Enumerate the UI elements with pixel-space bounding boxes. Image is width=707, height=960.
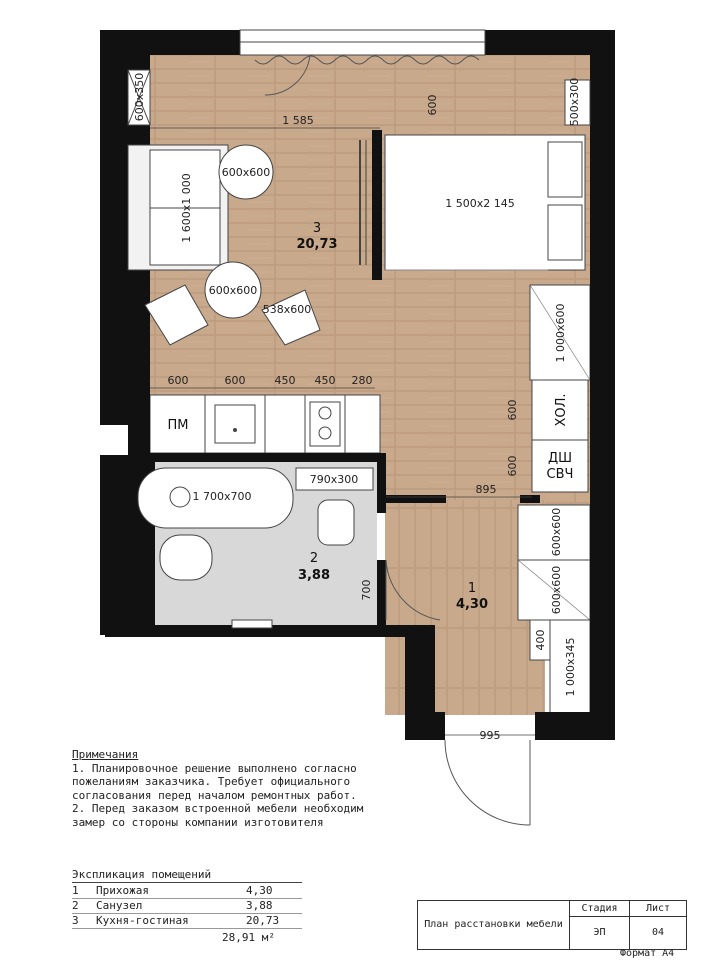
dim-k1: 600	[167, 374, 189, 387]
dim-wall-top: 1 585	[282, 114, 314, 127]
notes	[72, 748, 392, 829]
label-fridge: ХОЛ.	[554, 393, 569, 427]
row-area: 20,73	[246, 914, 280, 927]
dim-wardrobe-top: 500x300	[568, 77, 581, 127]
stamp-sheet-label: Лист	[630, 901, 686, 917]
stamp-title: План расстановки мебели	[418, 901, 570, 949]
dim-k5: 280	[351, 374, 373, 387]
dim-hall-cabinet-1: 600x600	[550, 507, 563, 557]
dim-table-top: 600x600	[221, 166, 271, 179]
notes-line: 2. Перед заказом встроенной мебели необходим	[72, 802, 364, 815]
notes-line: 1. Планировочное решение выполнено согласно	[72, 761, 357, 775]
row-area: 4,30	[246, 884, 273, 897]
dim-shaft: 600x350	[133, 72, 146, 122]
dim-bath-door: 700	[360, 579, 373, 601]
room-2-number: 2	[309, 551, 319, 566]
explication-title: Экспликация помещений	[72, 868, 302, 883]
row-number: 2	[72, 899, 79, 912]
title-block	[417, 900, 687, 950]
dim-hall-400: 400	[534, 629, 547, 651]
dim-k2: 600	[224, 374, 246, 387]
dw-mw-box	[532, 440, 588, 492]
room-3-number: 3	[312, 221, 322, 236]
dim-sofa: 1 600x1 000	[180, 173, 193, 243]
dim-bath: 1 700x700	[192, 490, 252, 503]
label-dishwasher: ДШ	[547, 451, 573, 466]
label-pm: ПМ	[167, 418, 189, 433]
row-name: Санузел	[96, 899, 143, 912]
dim-895: 895	[475, 483, 497, 496]
dim-chair: 538x600	[262, 303, 312, 316]
table-row	[72, 899, 302, 914]
dim-bed: 1 500x2 145	[445, 197, 515, 210]
table-row	[72, 884, 302, 899]
row-number: 3	[72, 914, 79, 927]
room-1-area: 4,30	[455, 597, 489, 612]
room-1-number: 1	[467, 581, 477, 596]
stamp-stage-label: Стадия	[570, 901, 630, 917]
stamp-stage: ЭП	[570, 917, 630, 949]
row-name: Прихожая	[96, 884, 149, 897]
table-row	[72, 914, 302, 929]
dim-window-depth: 600	[426, 94, 439, 116]
room-3-area: 20,73	[296, 237, 338, 252]
dim-cabinet-right-1: 1 000x600	[554, 303, 567, 363]
notes-line: замер со стороны компании изготовителя	[72, 815, 324, 829]
total-area: 28,91 м²	[222, 931, 275, 944]
sink-icon	[215, 405, 255, 443]
row-name: Кухня-гостиная	[96, 914, 189, 927]
label-microwave: СВЧ	[546, 467, 574, 482]
row-number: 1	[72, 884, 79, 897]
notes-line: согласования перед началом ремонтных работ.	[72, 788, 357, 802]
dim-entrance: 995	[479, 729, 501, 742]
dim-600-a: 600	[506, 399, 519, 421]
notes-title: Примечания	[72, 748, 139, 761]
explication-table	[72, 868, 302, 945]
dim-hall-shelf: 1 000x345	[564, 637, 577, 697]
notes-line: пожеланиям заказчика. Требует официального	[72, 775, 351, 788]
stamp-sheet: 04	[651, 927, 665, 938]
dim-toilet: 790x300	[309, 473, 359, 486]
toilet	[318, 500, 354, 545]
dim-table-bottom: 600x600	[208, 284, 258, 297]
washbasin	[160, 535, 212, 580]
paper-format: Формат А4	[620, 948, 675, 959]
room-2-area: 3,88	[297, 568, 331, 583]
dim-hall-cabinet-2: 600x600	[550, 565, 563, 615]
dim-600-b: 600	[506, 455, 519, 477]
dim-k3: 450	[274, 374, 296, 387]
dim-k4: 450	[314, 374, 336, 387]
row-area: 3,88	[246, 899, 273, 912]
